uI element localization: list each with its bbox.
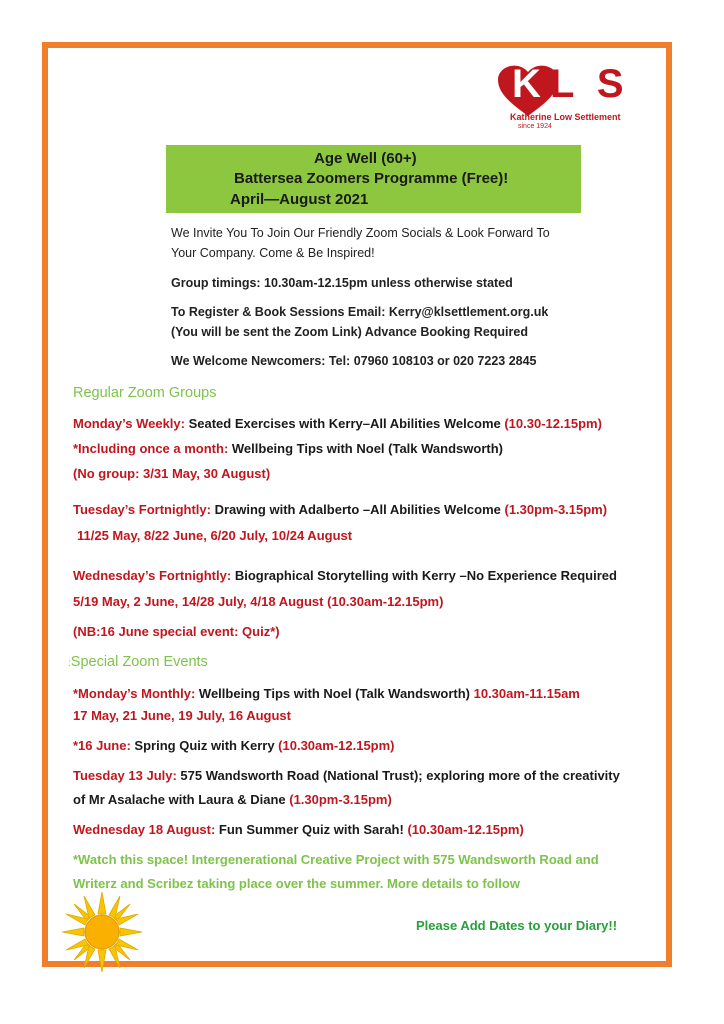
wednesday-label: Wednesday’s Fortnightly [73,568,227,583]
special-events-heading [68,654,208,670]
monday-monthly-line [73,686,580,701]
monday-no-group: (No group: 3/31 May, 30 August) [73,466,271,481]
group-timings: Group timings: 10.30am-12.15pm unless otherwise stated [171,276,513,290]
tuesday-13-july-line [73,768,620,783]
monday-monthly-include-line [73,441,503,456]
monday-monthly-dates: 17 May, 21 June, 19 July, 16 August [73,708,291,723]
tuesday-13-line-2 [73,792,392,807]
invite-line-2: Your Company. Come & Be Inspired! [171,246,375,260]
monday-weekly-time: (10.30-12.15pm) [504,416,602,431]
logo-letter-k: K [512,62,541,106]
regular-groups-heading: Regular Zoom Groups [73,385,217,401]
wednesday-dates: 5/19 May, 2 June, 14/28 July, 4/18 August (10.30am-12.15pm) [73,594,444,609]
spring-quiz-time: (10.30am-12.15pm) [278,738,395,753]
register-line-2: (You will be sent the Zoom Link) Advance Booking Required [171,325,528,339]
title-banner [166,145,581,213]
special-prefix: : [68,658,71,669]
spring-quiz-label: *16 June: [73,738,131,753]
monday-weekly-line [73,416,602,431]
tuesday-13-time: (1.30pm-3.15pm) [289,792,392,807]
logo-org-name: Katherine Low Settlement [510,112,621,122]
tuesday-label: Tuesday’s Fortnightly: [73,502,211,517]
spring-quiz-line [73,738,395,753]
special-heading-text: Special Zoom Events [70,654,208,670]
logo-since: since 1924 [518,123,552,130]
tuesday-time: (1.30pm-3.15pm) [504,502,608,517]
title-line-3: April—August 2021 [230,191,369,208]
spring-quiz-text: Spring Quiz with Kerry [130,738,279,753]
tuesday-fortnightly-line [73,502,607,517]
title-line-1: Age Well (60+) [314,150,417,167]
wednesday-18-text: Fun Summer Quiz with Sarah! [215,822,408,837]
wednesday-note: (NB:16 June special event: Quiz*) [73,624,280,639]
sun-icon [62,892,142,972]
tuesday-13-text-2: of Mr Asalache with Laura & Diane [73,792,290,807]
wednesday-18-line [73,822,524,837]
diary-reminder: Please Add Dates to your Diary!! [416,918,618,933]
wednesday-18-time: (10.30am-12.15pm) [407,822,524,837]
wednesday-18-label: Wednesday 18 August: [73,822,216,837]
tuesday-dates: 11/25 May, 8/22 June, 6/20 July, 10/24 August [77,528,353,543]
monday-monthly-text: Wellbeing Tips with Noel (Talk Wandsworth) [195,686,474,701]
newcomers-line: We Welcome Newcomers: Tel: 07960 108103 or 020 7223 2845 [171,354,537,368]
logo-letters-ls: L S [550,62,630,106]
tuesday-13-label: Tuesday 13 July: [73,768,177,783]
title-line-2: Battersea Zoomers Programme (Free)! [234,170,509,187]
monday-weekly-text: Seated Exercises with Kerry–All Abilities Welcome [184,416,505,431]
watch-line-1: *Watch this space! Intergenerational Creative Project with 575 Wandsworth Road and [73,852,599,867]
include-label: *Including once a month: [73,441,229,456]
monday-monthly-time: 10.30am-11.15am [473,686,580,701]
tuesday-text: Drawing with Adalberto –All Abilities Welcome [210,502,505,517]
include-text: Wellbeing Tips with Noel (Talk Wandsworth) [228,441,503,456]
invite-line-1: We Invite You To Join Our Friendly Zoom Socials & Look Forward To [171,226,550,240]
wednesday-text: Biographical Storytelling with Kerry –No Experience Required [231,568,617,583]
register-line-1: To Register & Book Sessions Email: Kerry@klsettlement.org.uk [171,305,549,319]
kls-logo [490,58,640,134]
wednesday-fortnightly-line [73,568,617,583]
monday-monthly-label: *Monday’s Monthly: [73,686,196,701]
tuesday-13-text: 575 Wandsworth Road (National Trust); exploring more of the creativity [176,768,620,783]
wednesday-colon: : [226,568,232,583]
monday-weekly-label: Monday’s Weekly: [73,416,185,431]
watch-line-2: Writerz and Scribez taking place over the summer. More details to follow [73,876,520,891]
